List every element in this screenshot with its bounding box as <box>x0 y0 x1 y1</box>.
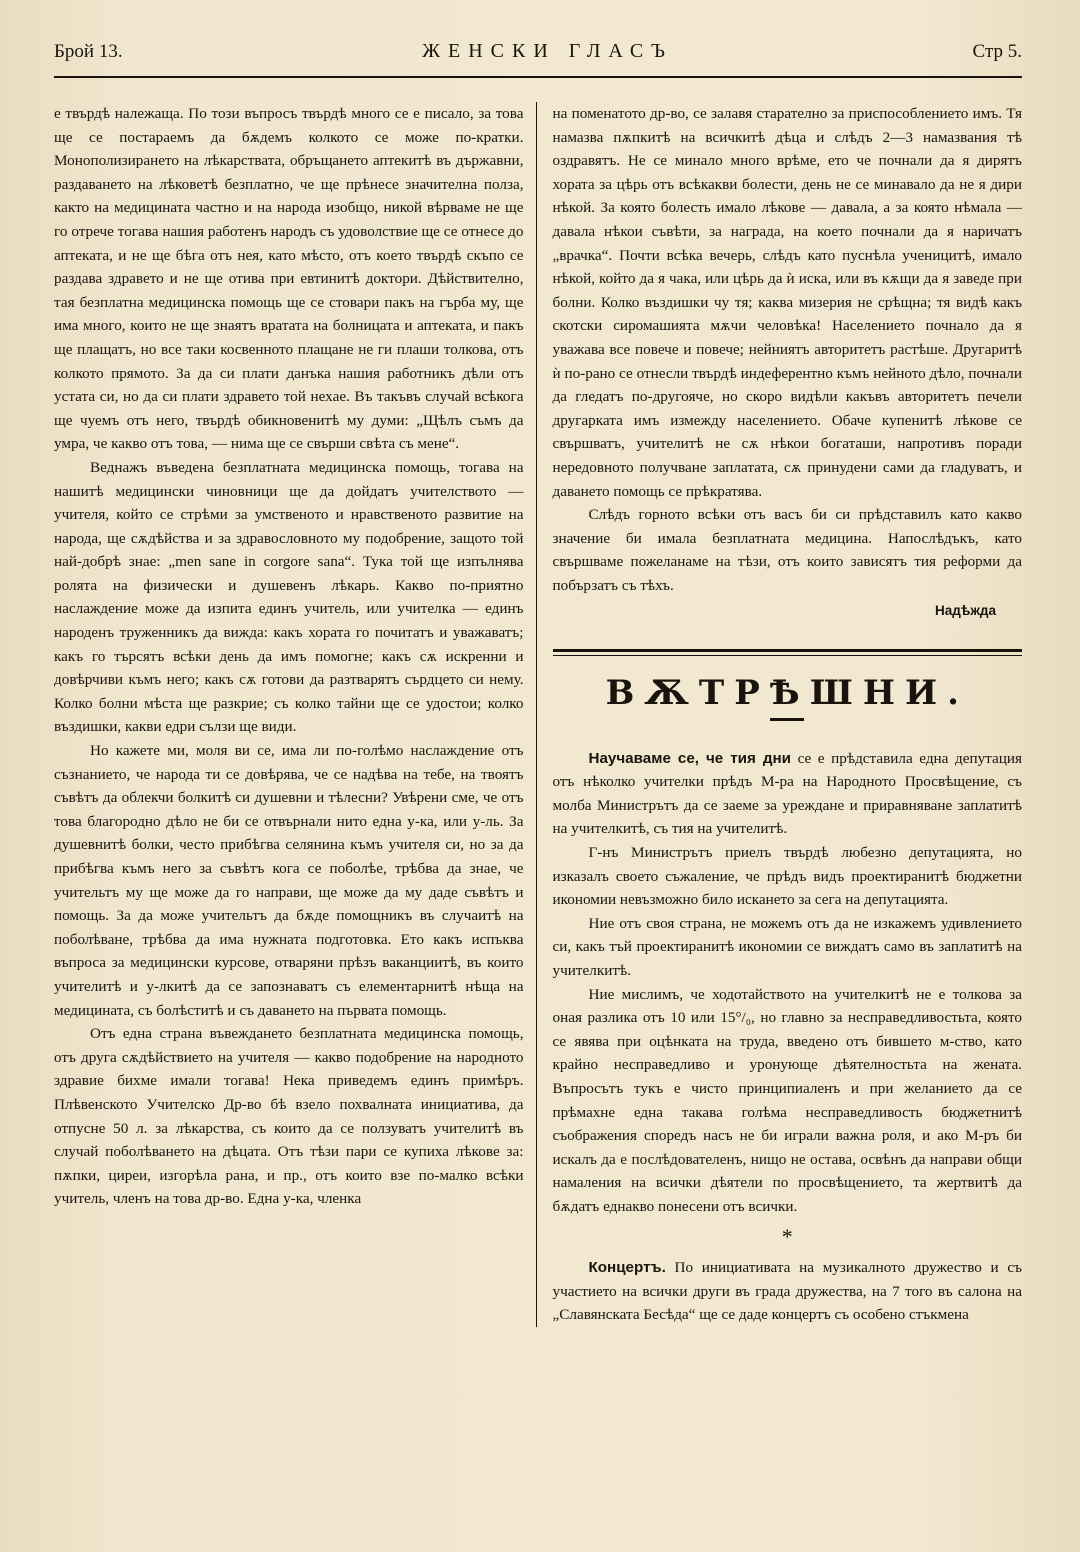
issue-number: Брой 13. <box>54 41 123 62</box>
left-column <box>54 102 537 1327</box>
paragraph: Но кажете ми, моля ви се, има ли по-голѣмо наслаждение отъ съзнанието, че народа ти се довѣрява, че се надѣва на тебе, на твоятъ съвѣтъ да облекчи болкитѣ си душевни и тѣлесни? Увѣрени сме, че отъ това благородно дѣло не би се отвърнали нито една у-ка, или у-ль. За душевнитѣ болки, често прибѣгва селянина къмъ учителя си, но за да прибѣгва къмъ него за съвѣтъ кога се поболѣе, трѣбва да знае, че учительтъ му ще може да го направи, ще може да му даде съвѣтъ и помощь. За да може учительтъ да бѫде помощникъ въ случаитѣ на поболѣване, трѣбва да има нужната подготовка. Ето какъ испъква въпроса за медицински курсове, отваряни прѣзъ ваканциитѣ, въ които учителитѣ и у-лкитѣ да се запознаватъ съ елементарнитѣ нѣща на медицината, съ болѣститѣ и съ даването на първата помощь. <box>54 742 524 1019</box>
header-rule <box>54 76 1022 78</box>
section-title: ВѪТРѢШНИ. <box>605 673 969 714</box>
signature: Надѣжда <box>935 603 996 619</box>
newspaper-title: ЖЕНСКИ ГЛАСЪ <box>422 40 674 62</box>
news-item <box>553 747 1023 841</box>
right-column <box>553 102 1023 1327</box>
paragraph: Веднажъ въведена безплатната медицинска помощь, тогава на нашитѣ медицински чиновници ще да дойдатъ учителството — учителя, който се стрѣми за умственото и нравственото развитие на народа, ще сѫдѣйства и за здравословното му подобрение, защото той най-добрѣ знае: „men sane in corgore sana“. Тука той ще изпълнява ролята на физически и душевенъ лѣкарь. Какво по-приятно наслаждение може да изпита единъ учитель, или учителка — единъ народенъ труженникъ да вижда: какъ хората го почитатъ и уважаватъ; какъ го търсятъ всѣки день да имъ помогне; какъ сѫ искренни и довѣрчиви къмъ него; какъ сѫ готови да разтварятъ сърдцето си нему. Колко болни мѣста ще разкрие; съ колко тайни ще се удостои; колко въздишки, какви едри сълзи ще види. <box>54 458 524 736</box>
paragraph: е твърдѣ належаща. По този въпросъ твърдѣ много се е писало, за това ще се постараемъ да бѫдемъ колкото се може по-кратки. Монополизирането на лѣкарствата, обръщането аптекитѣ въ държавни, раздаването на лѣковетѣ безплатно, че ще прѣнесе значителна полза, както на медицината частно и на народа изобщо, никой вѣрваме не ще го отрече тогава нашия работенъ народъ съ удоволствие ще се отнесе до аптеката, и не ще бѣга отъ нея, като мѣсто, отъ което твърдѣ скъпо се раздава здравето и не ще отива при евтинитѣ доктори. Дѣйствително, тая безплатна медицинска помощь ще се стовари пакъ на гърба му, ще има много, които не ще знаятъ вратата на болницата и аптеката, и пакъ ще плащатъ, но все таки косвенното плащане не ги плаши толкова, отъ колкото прямото. За да си плати данъка нашия работникъ дѣли отъ устата си, но да си плати здравето той нехае. Въ такъвъ случай всѣкога ще чуемъ отъ него, твърдѣ обикновенитѣ му думи: „Щѣлъ съмъ да умра, че какво отъ това, — нима ще се свърши свѣта съ мене“. <box>54 105 524 453</box>
news-lead: Концертъ. <box>588 1259 666 1277</box>
paragraph: на поменатото др-во, се залавя старателно за приспособлението имъ. Тя намазва пѫпкитѣ на всичкитѣ дѣца и слѣдъ 2—3 намазвания тѣ оздравятъ. Не се минало много врѣме, ето че почнали да я дирятъ хората за цѣрь отъ всѣкакви болести, день не се минавало да не я дири нѣкой. За която болесть имало лѣкове — давала, а за която нѣмала — давала нѣкои съвѣти, за награда, на което почнали да я наричатъ „врачка“. Почти всѣка вечерь, слѣдъ като пуснѣла ученицитѣ, имало нѣкой, който да я чака, или цѣрь да ѝ иска, или въ кѫщи да я заведе при болни. Колко въздишки чу тя; каква мизерия не срѣщна; тя видѣ какъ скотски сиромашията мѫчи человѣка! Населението почнало да я уважава все повече и повече; нейниятъ авторитетъ растѣше. Другаритѣ ѝ по-рано се отнесли твърдѣ индеферентно къмъ нейното дѣло, почнали да гледатъ по-другояче, но скоро видѣли какъвъ авторитетъ печели другарката имъ измежду населението. Обаче купенитѣ лѣкове се свършватъ, учителитѣ не сѫ нѣкои богаташи, напротивъ поради нередовното получване заплатата, сѫ принудени сами да гладуватъ, и даването помощь се прѣкратява. <box>552 105 1022 500</box>
section-rule <box>553 649 1023 656</box>
news-text: По инициативата на музикалното дружество и съ участието на всички други въ града дружества, на 7 того въ салона на „Славянската Бесѣда“ ще се даде концертъ съ особено стъкмена <box>552 1259 1022 1324</box>
news-text: се е прѣдставила една депутация отъ нѣколко учителки прѣдъ М-ра на Народното Просвѣщение, съ молба Министрътъ да се заеме за уреждане и приравняване заплатитѣ на учителкитѣ, съ тия на учителитѣ. <box>552 749 1022 838</box>
paragraph: Ние отъ своя страна, не можемъ отъ да не изкажемъ удивлението си, какъ тъй проектиранитѣ икономии се виждатъ само въ заплатитѣ на учителкитѣ. <box>552 914 1022 979</box>
news-lead: Научаваме се, че тия дни <box>588 749 791 767</box>
separator-star: * <box>781 1223 793 1249</box>
paragraph: Г-нъ Министрътъ приелъ твърдѣ любезно депутацията, но изказалъ своето съжаление, че прѣдъ видъ проектиранитѣ бюджетни икономии невъзможно било искането за сега на депутацията. <box>552 844 1022 909</box>
paragraph: Ние мислимъ, че ходотайството на учителкитѣ не е толкова за оная разлика отъ 10 или 15°/₀, но главно за несправедливостьта, която се явява при оцѣнката на труда, введено отъ бившето м-ство, като крайно несправедливо и уронующе дѣятелностьта на жената. Въпросътъ тукъ е чисто принципиаленъ и при желанието да се прѣмахне една такава голѣма несправедливость бюджетнитѣ съображения споредъ насъ не би играли важна роля, и ако М-ръ би искалъ да е послѣдователенъ, нищо не остава, освѣнъ да направи общи намаления на всички дѣятели по просвѣщението, та жертвитѣ да бѫдатъ еднакво понесени отъ всички. <box>552 985 1022 1215</box>
columns <box>54 102 1022 1327</box>
page-header <box>54 40 1022 74</box>
section-dash <box>770 718 804 721</box>
paragraph: Отъ една страна въвеждането безплатната медицинска помощь, отъ друга сѫдѣйствието на учителя — какво подобрение на народното здравие бихме имали тогава! Нека приведемъ единъ примѣръ. Плѣвенското Учителско Др-во бѣ взело похвалната инициатива, да отпусне 50 л. за лѣкарства, съ които да се ползуватъ учителитѣ въ случай поболѣването на дѣцата. Отъ тѣзи пари се купиха лѣкове за: пѫпки, циреи, изгорѣла рана, и пр., отъ които взе по-малко всѣки учитель, членъ на това др-во. Една у-ка, членка <box>54 1025 524 1208</box>
news-item <box>553 1256 1023 1327</box>
paragraph: Слѣдъ горното всѣки отъ васъ би си прѣдставилъ като какво значение би имала безплатната медицина. Напослѣдъкъ, като свършваме пожеланаме на тѣзи, отъ които зависятъ тия реформи да побързатъ съ тѣхъ. <box>552 506 1022 594</box>
page-number: Стр 5. <box>972 41 1022 62</box>
